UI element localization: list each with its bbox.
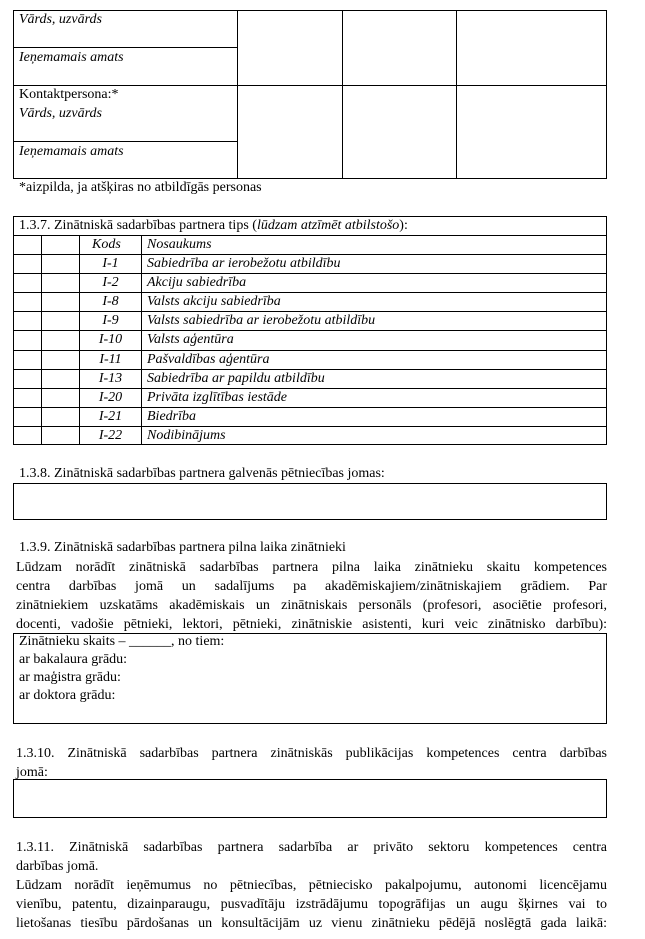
partner-type-code: I-10: [98, 332, 123, 347]
table-divider: [13, 330, 607, 331]
master-degree-line: ar maģistra grādu:: [19, 670, 121, 685]
publications-field[interactable]: [13, 779, 607, 818]
table-divider: [13, 292, 607, 293]
section-1-3-9-title: 1.3.9. Zinātniskā sadarbības partnera pilna laika zinātnieki: [19, 540, 346, 555]
section-1-3-10-title: [16, 744, 607, 782]
table-divider: [41, 235, 42, 445]
table-divider: [13, 273, 607, 274]
name-label: Vārds, uzvārds: [19, 12, 102, 27]
partner-type-name: Nodibinājums: [147, 428, 226, 443]
position-label: Ieņemamais amats: [19, 50, 124, 65]
partner-type-name: Sabiedrība ar ierobežotu atbildību: [147, 256, 341, 271]
doctor-degree-line: ar doktora grādu:: [19, 688, 116, 703]
section-1-3-11-description: [16, 876, 607, 933]
table-divider: [13, 388, 607, 389]
partner-type-name: Valsts aģentūra: [147, 332, 234, 347]
section-1-3-7-title: 1.3.7. Zinātniskā sadarbības partnera tips (lūdzam atzīmēt atbilstošo):: [19, 218, 408, 233]
column-header-code: Kods: [92, 237, 121, 252]
table-divider: [456, 10, 457, 179]
title-line: 1.3.11. Zinātniskā sadarbības partnera sadarbība ar privāto sektoru kompetences centra: [16, 840, 607, 855]
partner-type-code: I-13: [98, 371, 123, 386]
description-line: zinātniekiem uzskatāms akadēmiskais un zinātniskais personāls (profesori, asociētie profesori,: [16, 598, 607, 613]
partner-type-name: Valsts sabiedrība ar ierobežotu atbildību: [147, 313, 376, 328]
description-line: lietošanas tiesību pārdošanas un konsultācijām uz vienu zinātnieku pēdējā noslēgtā gada laikā:: [16, 916, 607, 931]
partner-type-code: I-11: [99, 352, 122, 367]
section-1-3-9-description: [16, 558, 607, 634]
title-line: jomā:: [16, 765, 48, 780]
description-line: centra darbības jomā un sadalījums pa akadēmiskajiem/zinātniskajiem grādiem. Par: [16, 579, 607, 594]
partner-type-checkbox[interactable]: [14, 331, 40, 349]
bachelor-degree-line: ar bakalaura grādu:: [19, 652, 128, 667]
table-divider: [237, 10, 238, 179]
table-divider: [13, 369, 607, 370]
table-divider: [13, 311, 607, 312]
footnote: *aizpilda, ja atšķiras no atbildīgās personas: [19, 180, 262, 195]
table-divider: [13, 350, 607, 351]
partner-type-code: I-21: [98, 409, 123, 424]
partner-type-code: I-20: [98, 390, 123, 405]
section-1-3-11-title: [16, 838, 607, 876]
column-header-name: Nosaukums: [147, 237, 212, 252]
partner-type-name: Sabiedrība ar papildu atbildību: [147, 371, 325, 386]
partner-type-checkbox[interactable]: [14, 408, 40, 426]
partner-type-code: I-1: [102, 256, 119, 271]
partner-type-name: Valsts akciju sabiedrība: [147, 294, 281, 309]
description-line: vienību, patentu, dizainparaugu, pusvadītāju izstrādājumu topogrāfijas un augu šķirnes vai to: [16, 897, 607, 912]
contact-position-label: Ieņemamais amats: [19, 144, 124, 159]
table-divider: [13, 235, 607, 236]
partner-type-checkbox[interactable]: [14, 389, 40, 407]
table-divider: [13, 254, 607, 255]
partner-type-code: I-22: [98, 428, 123, 443]
partner-type-checkbox[interactable]: [14, 293, 40, 311]
description-line: docenti, vadošie pētnieki, lektori, pētnieki, zinātniskie asistenti, kuri veic zinātnisko darbību):: [16, 617, 607, 632]
table-divider: [13, 141, 237, 142]
partner-type-name: Akciju sabiedrība: [147, 275, 247, 290]
partner-type-code: I-2: [102, 275, 119, 290]
contact-name-label: Vārds, uzvārds: [19, 106, 102, 121]
partner-type-name: Biedrība: [147, 409, 196, 424]
table-divider: [13, 407, 607, 408]
partner-type-checkbox[interactable]: [14, 370, 40, 388]
partner-type-checkbox[interactable]: [14, 255, 40, 273]
contact-person-label: Kontaktpersona:*: [19, 87, 119, 102]
partner-type-checkbox[interactable]: [14, 312, 40, 330]
section-1-3-8-title: 1.3.8. Zinātniskā sadarbības partnera galvenās pētniecības jomas:: [19, 466, 385, 481]
partner-type-checkbox[interactable]: [14, 274, 40, 292]
partner-type-checkbox[interactable]: [14, 351, 40, 369]
partner-type-code: I-9: [102, 313, 119, 328]
table-divider: [342, 10, 343, 179]
title-line: darbības jomā.: [16, 859, 99, 874]
table-divider: [13, 85, 607, 86]
title-line: 1.3.10. Zinātniskā sadarbības partnera zinātniskās publikācijas kompetences centra darbības: [16, 746, 607, 761]
table-divider: [13, 47, 237, 48]
partner-type-code: I-8: [102, 294, 119, 309]
table-divider: [13, 426, 607, 427]
description-line: Lūdzam norādīt zinātniskā sadarbības partnera pilna laika zinātnieku skaitu kompetences: [16, 560, 607, 575]
partner-type-name: Privāta izglītības iestāde: [147, 390, 287, 405]
partner-type-name: Pašvaldības aģentūra: [147, 352, 270, 367]
table-divider: [141, 235, 142, 445]
description-line: Lūdzam norādīt ieņēmumus no pētniecības, pētniecisko pakalpojumu, autonomi licencējamu: [16, 878, 607, 893]
research-areas-field[interactable]: [13, 483, 607, 520]
partner-type-checkbox[interactable]: [14, 427, 40, 445]
scientists-count-line: Zinātnieku skaits – ______, no tiem:: [19, 634, 225, 649]
